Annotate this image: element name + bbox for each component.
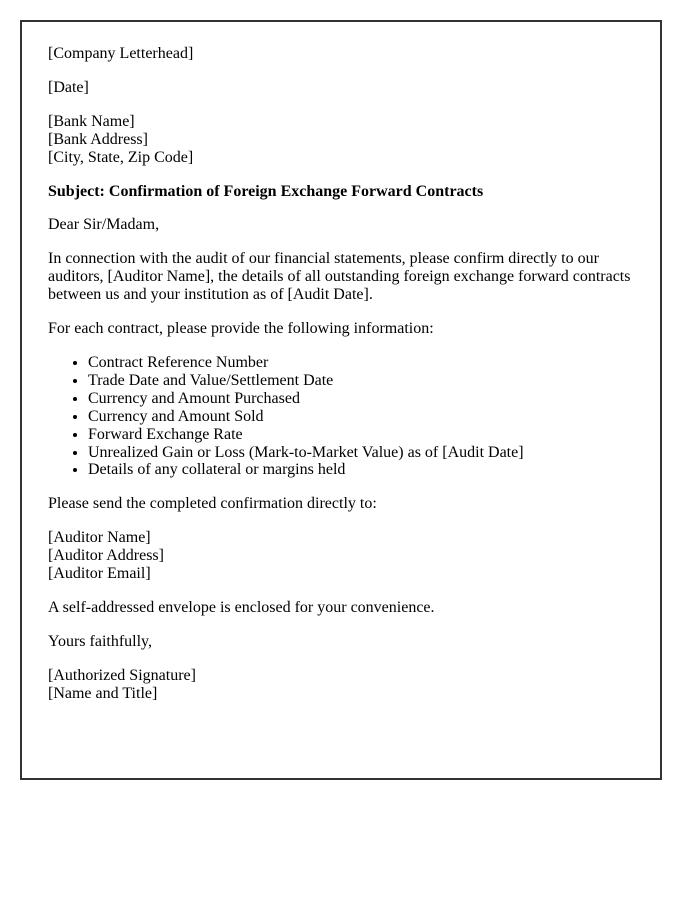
list-item-forward-rate: • Forward Exchange Rate: [88, 426, 632, 444]
bank-address-line: [Bank Address]: [48, 130, 148, 148]
name-and-title-line: [Name and Title]: [48, 684, 158, 702]
auditor-address-block: [48, 529, 632, 583]
list-item-collateral-details: • Details of any collateral or margins held: [88, 461, 632, 479]
intro-paragraph: In connection with the audit of our financial statements, please confirm directly to our auditors, [Auditor Name], the details of all outstanding foreign exchange forward contracts between us and your institution as of [Audit Date].: [48, 250, 631, 304]
closing-line: Yours faithfully,: [48, 632, 153, 650]
signature-block: [48, 667, 632, 703]
authorized-signature-line: [Authorized Signature]: [48, 666, 196, 684]
contract-info-list: [48, 354, 632, 479]
list-item-trade-date: • Trade Date and Value/Settlement Date: [88, 372, 632, 390]
list-item-currency-purchased: • Currency and Amount Purchased: [88, 390, 632, 408]
company-letterhead-placeholder: [Company Letterhead]: [48, 45, 194, 62]
bank-name-line: [Bank Name]: [48, 112, 135, 130]
date-placeholder: [Date]: [48, 78, 89, 96]
auditor-email-line: [Auditor Email]: [48, 565, 151, 583]
salutation: Dear Sir/Madam,: [48, 216, 160, 234]
city-state-zip-line: [City, State, Zip Code]: [48, 148, 194, 166]
envelope-note: A self-addressed envelope is enclosed for your convenience.: [48, 598, 435, 616]
list-intro-paragraph: For each contract, please provide the following information:: [48, 320, 434, 338]
recipient-address-block: [48, 113, 632, 167]
auditor-address-line: [Auditor Address]: [48, 547, 164, 565]
letter-document: [20, 20, 662, 780]
list-item-contract-reference: • Contract Reference Number: [88, 354, 632, 372]
auditor-name-line: [Auditor Name]: [48, 529, 151, 547]
subject-line: Subject: Confirmation of Foreign Exchange Forward Contracts: [48, 182, 484, 200]
list-item-currency-sold: • Currency and Amount Sold: [88, 408, 632, 426]
list-item-unrealized-gain-loss: • Unrealized Gain or Loss (Mark-to-Market Value) as of [Audit Date]: [88, 444, 632, 462]
send-to-intro-paragraph: Please send the completed confirmation directly to:: [48, 495, 377, 513]
